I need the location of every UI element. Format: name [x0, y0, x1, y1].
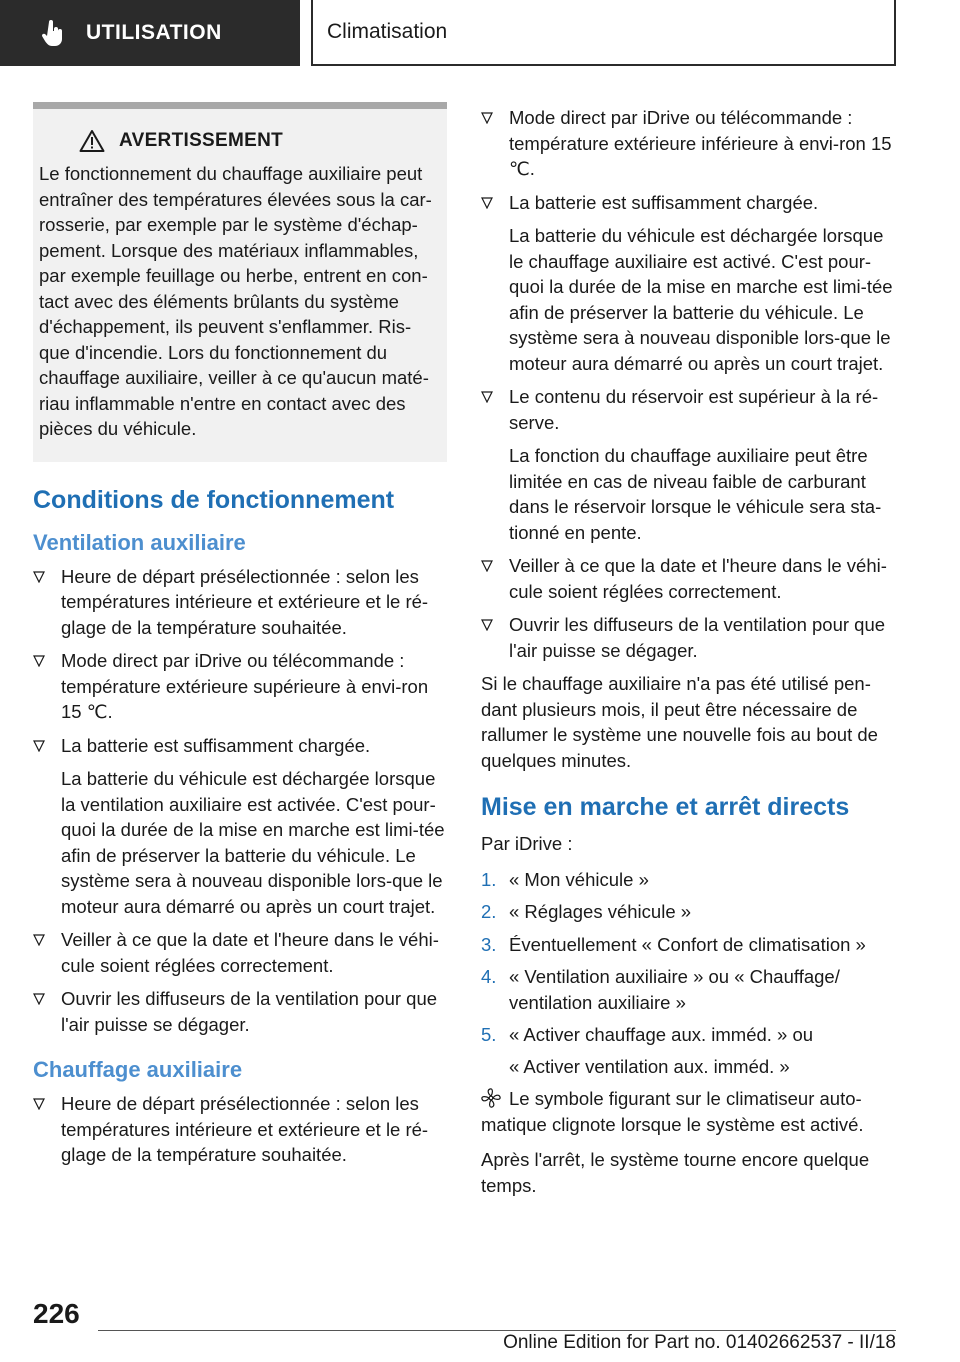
chauffage-heading: Chauffage auxiliaire: [33, 1057, 243, 1082]
right-column: [481, 105, 896, 1208]
list-item: Ouvrir les diffuseurs de la ventilation pour que l'air puisse se dégager.: [481, 612, 896, 663]
warning-text: Le fonctionnement du chauffage auxiliaire peut entraîner des températures élevées sous la car-rosserie, par exemple par le système d'échap-pement. Lorsque des matériaux inflammables, par exemple feuillage ou herbe, entrent en con-tact avec des éléments brûlants du système d'échappement, ils peuvent s'enflammer. Ris-que d'incendie. Lors du fonctionnement du chauffage auxiliaire, veiller à ce qu'aucun maté-riau inflammable n'entre en contact avec des pièces du véhicule.: [39, 163, 432, 439]
list-item: Heure de départ présélectionnée : selon les températures intérieure et extérieure et le ré-glage de la température souhaitée.: [33, 564, 447, 641]
warning-triangle-icon: [79, 129, 105, 153]
warning-label: AVERTISSEMENT: [119, 130, 284, 151]
left-column: [33, 102, 447, 1176]
list-item: La batterie est suffisamment chargée. La batterie du véhicule est déchargée lorsque le chauffage auxiliaire est activé. C'est pour-quoi la durée de la mise en marche est limi-tée afin de préserver la batterie du véhicule. Le système sera à nouveau disponible lors-que le moteur aura démarré ou après un court trajet.: [481, 190, 896, 377]
list-item: 2. « Réglages véhicule »: [481, 901, 692, 922]
section-title: UTILISATION: [86, 21, 222, 44]
ventilation-list: [33, 564, 447, 1038]
bullet-triangle-icon: [33, 934, 45, 946]
list-item: Heure de départ présélectionnée : selon les températures intérieure et extérieure et le ré-glage de la température souhaitée.: [33, 1091, 447, 1168]
ventilation-heading: Ventilation auxiliaire: [33, 529, 246, 555]
warning-box: [33, 102, 447, 462]
bullet-triangle-icon: [33, 993, 45, 1005]
bullet-triangle-icon: [33, 740, 45, 752]
list-item: 4. « Ventilation auxiliaire » ou « Chauffage/ ventilation auxiliaire »: [481, 966, 840, 1013]
direct-intro: Par iDrive :: [481, 833, 573, 854]
page-header: [0, 0, 960, 66]
list-item: Ouvrir les diffuseurs de la ventilation pour que l'air puisse se dégager.: [33, 986, 447, 1037]
bullet-triangle-icon: [33, 571, 45, 583]
list-item: 1. « Mon véhicule »: [481, 868, 649, 890]
warning-heading: [39, 129, 439, 153]
list-item: 3. Éventuellement « Confort de climatisation »: [481, 933, 866, 955]
hand-pointer-icon: [40, 20, 66, 46]
bullet-triangle-icon: [481, 619, 493, 631]
list-item: Veiller à ce que la date et l'heure dans le véhi-cule soient réglées correctement.: [481, 553, 896, 604]
bullet-triangle-icon: [481, 560, 493, 572]
list-item: Veiller à ce que la date et l'heure dans le véhi-cule soient réglées correctement.: [33, 927, 447, 978]
bullet-triangle-icon: [33, 1098, 45, 1110]
footer-divider: [98, 1330, 896, 1331]
list-item: Mode direct par iDrive ou télécommande : température extérieure inférieure à envi-ron 15 ℃.: [481, 105, 896, 182]
chapter-tab: [311, 0, 896, 66]
direct-heading: Mise en marche et arrêt directs: [481, 793, 850, 821]
list-item: 5. « Activer chauffage aux. imméd. » ou « Activer ventilation aux. imméd. »: [481, 1024, 814, 1077]
bullet-triangle-icon: [33, 655, 45, 667]
chapter-title: Climatisation: [327, 20, 448, 43]
chauffage-note: Si le chauffage auxiliaire n'a pas été utilisé pen-dant plusieurs mois, il peut être nécessaire de rallumer le système une nouvelle fois au bout de quelques minutes.: [481, 673, 878, 771]
after-stop-note: Après l'arrêt, le système tourne encore quelque temps.: [481, 1149, 870, 1196]
symbol-note: Le symbole figurant sur le climatiseur auto-matique clignote lorsque le système est activé.: [481, 1088, 864, 1135]
list-item: Mode direct par iDrive ou télécommande : température extérieure supérieure à envi-ron 15 ℃.: [33, 648, 447, 725]
fan-icon: [481, 1088, 501, 1108]
direct-steps: [481, 867, 896, 1080]
conditions-heading: Conditions de fonctionnement: [33, 485, 395, 514]
chauffage-list-part2: [481, 105, 896, 663]
list-item: Le contenu du réservoir est supérieur à la ré-serve. La fonction du chauffage auxiliaire peut être limitée en cas de niveau faible de carburant dans le réservoir lorsque le véhicule sera sta-tionné en pente.: [481, 384, 896, 545]
bullet-triangle-icon: [481, 391, 493, 403]
bullet-triangle-icon: [481, 112, 493, 124]
chauffage-list-part1: [33, 1091, 447, 1168]
edition-note: Online Edition for Part no. 01402662537 - II/18: [503, 1332, 896, 1353]
page-number: 226: [33, 1298, 80, 1329]
bullet-triangle-icon: [481, 197, 493, 209]
section-tab: [0, 0, 300, 66]
list-item: La batterie est suffisamment chargée. La batterie du véhicule est déchargée lorsque la ventilation auxiliaire est activée. C'est pour-quoi la durée de la mise en marche est limi-tée afin de préserver la batterie du véhicule. Le système sera à nouveau disponible lors-que le moteur aura démarré ou après un court trajet.: [33, 733, 447, 920]
